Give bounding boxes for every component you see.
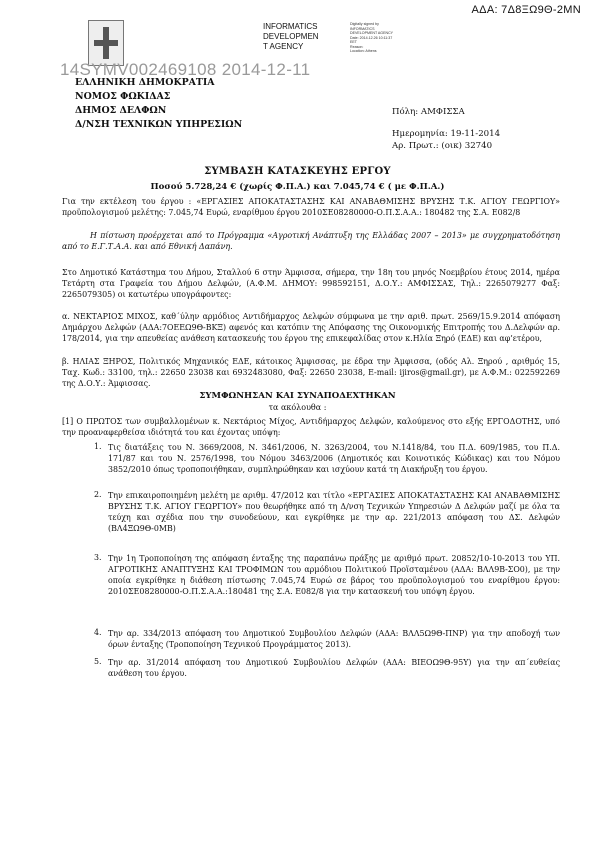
issuer-header: ΕΛΛΗΝΙΚΗ ΔΗΜΟΚΡΑΤΙΑ ΝΟΜΟΣ ΦΩΚΙΔΑΣ ΔΗΜΟΣ ΔΕΛΦΩΝ Δ/ΝΣΗ ΤΕΧΝΙΚΩΝ ΥΠΗΡΕΣΙΩΝ [75, 77, 243, 130]
list-item: Την επικαιροποιημένη μελέτη με αριθμ. 47/2012 και τίτλο «ΕΡΓΑΣΙΕΣ ΑΠΟΚΑΤΑΣΤΑΣΗΣ ΚΑΙ ΑΝΑΒΑΘΜΙΣΗΣ ΒΡΥΣΗΣ Τ.Κ. ΑΓΙΟΥ ΓΕΩΡΓΙΟΥ» που θεωρήθηκε από τη Δ/νση Τεχνικών Υπηρεσιών Δ Δελφών μαζί με όλα τα τεύχη και σχέδια που την συνοδεύουν, και εγκρίθηκε με την αρ. 221/2013 απόφαση του ΔΣ. Δελφών (ΒΛ4ΞΩ9Θ-0ΜΒ) [108, 491, 560, 533]
ada-code: ΑΔΑ: 7Δ8ΞΩ9Θ-2ΜΝ [471, 4, 581, 16]
list-item: Την αρ. 334/2013 απόφαση του Δημοτικού Συμβουλίου Δελφών (ΑΔΑ: ΒΛΛ5Ω9Θ-ΠΝΡ) για την αποδοχή των όρων ένταξης (Τροποποίηση Τεχνικού Προγράμματος 2013). [108, 629, 560, 649]
contract-amount: Ποσού 5.728,24 € (χωρίς Φ.Π.Α.) και 7.045,74 € ( με Φ.Π.Α.) [150, 182, 445, 192]
digital-signature-details: Digitally signed by INFORMATICS DEVELOPMENT AGENCY Date: 2014.12.26 10:11:37 EET Reason: Location: Athens [350, 22, 394, 53]
registry-stamp: 14SYMV002469108 2014-12-11 [60, 60, 311, 79]
list-item: Την 1η Τροποποίηση της απόφαση ένταξης της παραπάνω πράξης με αριθμό πρωτ. 20852/10-10-2013 του ΥΠ. ΑΓΡΟΤΙΚΗΣ ΑΝΑΠΤΥΞΗΣ ΚΑΙ ΤΡΟΦΙΜΩΝ του αρμόδιου Πολιτικού Προϊσταμένου (ΑΔΑ: ΒΛΛ9Β-ΣΟ0), με την οποία εγκρίθηκε η διάθεση πίστωσης 7.045,74 Ευρώ σε βάρος του προϋπολογισμού του εναρίθμου έργου: 2010ΣΕ08280000-Ο.Π.Σ.Α.Α.:180481 της Σ.Α. Ε082/8 για την κατασκευή του υπόψη έργου. [108, 554, 560, 596]
list-item-number: 5. [94, 657, 102, 666]
list-item: Την αρ. 31/2014 απόφαση του Δημοτικού Συμβουλίου Δελφών (ΑΔΑ: ΒΙΕΟΩ9Θ-95Υ) για την απ΄ευθείας ανάθεση του έργου. [108, 658, 560, 678]
list-item-number: 3. [94, 553, 102, 562]
funding-paragraph: Η πίστωση προέρχεται από το Πρόγραμμα «Αγροτική Ανάπτυξη της Ελλάδας 2007 – 2013» με συγχρηματοδότηση από το Ε.Γ.Τ.Α.Α. και από Εθνική Δαπάνη. [62, 231, 560, 251]
list-item-number: 1. [94, 442, 102, 451]
party-a-paragraph: α. ΝΕΚΤΑΡΙΟΣ ΜΙΧΟΣ, καθ΄ύλην αρμόδιος Αντιδήμαρχος Δελφών σύμφωνα με την αριθ. πρωτ. 2569/15.9.2014 απόφαση Δημάρχου Δελφών (ΑΔΑ:7ΟΕΕΩ9Θ-ΒΚΞ) αφενός και κατόπιν της Απόφασης της Οικονομικής Επιτροπής του Δ.Δελφών αρ. 178/2014, για την απευθείας ανάθεση κατασκευής του έργου της επικεφαλίδας στον κ.Ηλία Ξηρό (ΕΔΕ) και αφ’ετέρου, [62, 312, 560, 343]
list-item-number: 4. [94, 628, 102, 637]
agency-signature-label: INFORMATICS DEVELOPMEN T AGENCY [263, 22, 319, 51]
city-label: Πόλη: ΑΜΦΙΣΣΑ [392, 107, 465, 117]
agreed-heading: ΣΥΜΦΩΝΗΣΑΝ ΚΑΙ ΣΥΝΑΠΟΔΕΧΤΗΚΑΝ [199, 391, 396, 401]
protocol-number: Αρ. Πρωτ.: (οικ) 32740 [392, 141, 493, 151]
party-b-paragraph: β. ΗΛΙΑΣ ΞΗΡΟΣ, Πολιτικός Μηχανικός ΕΔΕ, κάτοικος Άμφισσας, με έδρα την Άμφισσα, (οδός Αλ. Ξηρού , αριθμός 15, Ταχ. Κωδ.: 33100, τηλ.: 22650 23038 και 6932483080, Φαξ: 22650 23038, E-mail: ijiros@gmail.gr), με Α.Φ.Μ.: 022592269 της Δ.Ο.Υ.: Άμφισσας. [62, 357, 560, 388]
list-item-number: 2. [94, 490, 102, 499]
project-paragraph: Για την εκτέλεση του έργου : «ΕΡΓΑΣΙΕΣ ΑΠΟΚΑΤΑΣΤΑΣΗΣ ΚΑΙ ΑΝΑΒΑΘΜΙΣΗΣ ΒΡΥΣΗΣ Τ.Κ. ΑΓΙΟΥ ΓΕΩΡΓΙΟΥ» προϋπολογισμού μελέτης: 7.045,74 Ευρώ, εναρίθμου έργου 2010ΣΕ08280000-Ο.Π.Σ.Α.Α.: 180482 της Σ.Α. Ε082/8 [62, 197, 560, 217]
date-label: Ημερομηνία: 19-11-2014 [392, 129, 501, 139]
document-title: ΣΥΜΒΑΣΗ ΚΑΤΑΣΚΕΥΗΣ ΕΡΓΟΥ [204, 166, 391, 177]
meeting-paragraph: Στο Δημοτικό Κατάστημα του Δήμου, Σταλλού 6 στην Άμφισσα, σήμερα, την 18η του μηνός Νοεμβρίου έτους 2014, ημέρα Τετάρτη στα Γραφεία του Δήμου Δελφών, (Α.Φ.Μ. ΔΗΜΟΥ: 998592151, Δ.Ο.Υ.: ΑΜΦΙΣΣΑΣ, Τηλ.: 2265079277 Φαξ: 2265079305) οι κατωτέρω υπογράφοντες: [62, 268, 560, 299]
following-label: τα ακόλουθα : [268, 403, 327, 412]
list-item: Τις διατάξεις του Ν. 3669/2008, Ν. 3461/2006, Ν. 3263/2004, του Ν.1418/84, του Π.Δ. 609/1985, του Π.Δ. 171/87 και του Ν. 2576/1998, του Νόμου 3463/2006 (Δημοτικός και Κοινοτικός Κώδικας) και του Νόμου 3852/2010 όπως τροποποιήθηκαν, συμπληρώθηκαν και ισχύουν κατά τη Διακήρυξη του έργου. [108, 443, 560, 474]
first-party-paragraph: [1] Ο ΠΡΩΤΟΣ των συμβαλλομένων κ. Νεκτάριος Μίχος, Αντιδήμαρχος Δελφών, καλούμενος στο εξής ΕΡΓΟΔΟΤΗΣ, υπό την προαναφερθείσα ιδιότητά του και έχοντας υπόψη: [62, 417, 560, 437]
